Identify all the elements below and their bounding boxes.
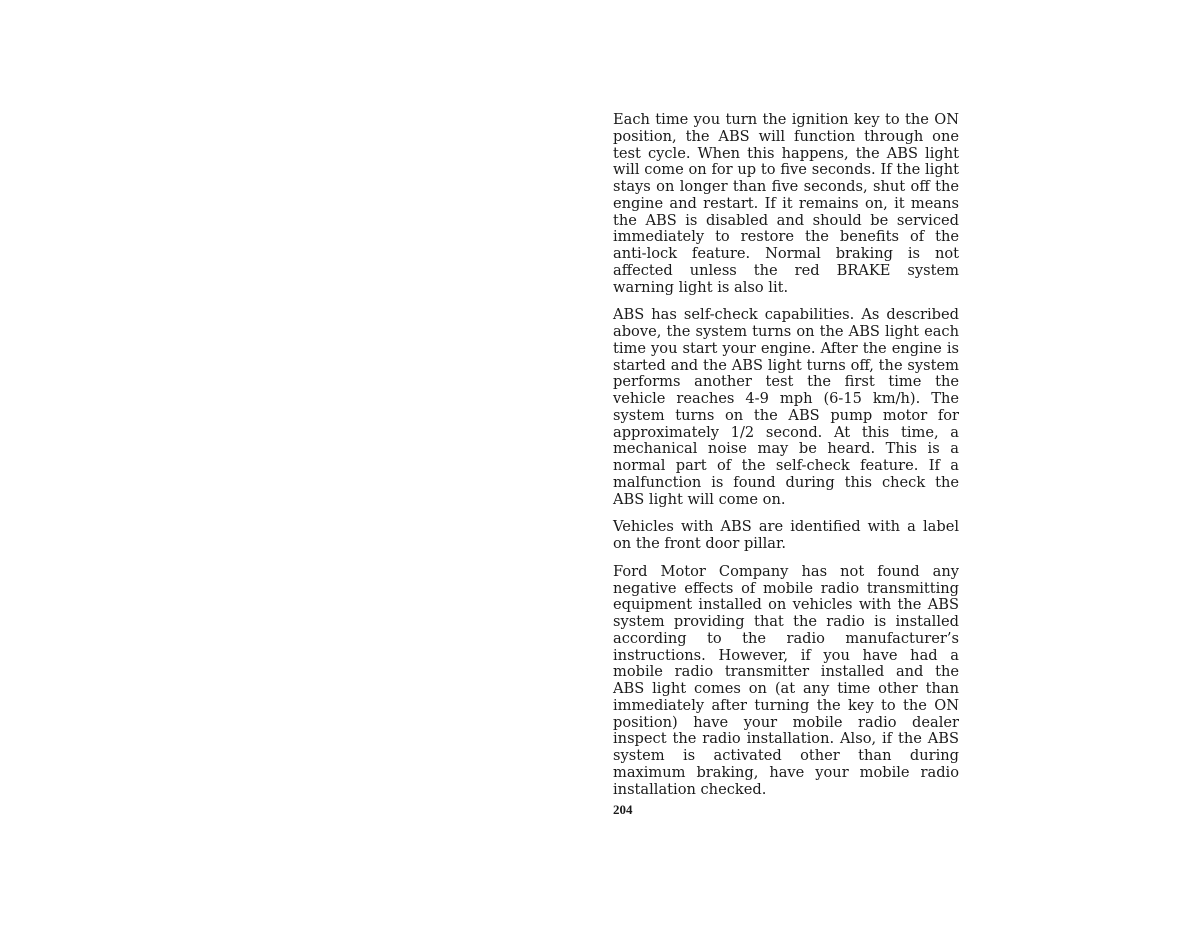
body-text	[613, 112, 959, 809]
paragraph-abs-label: Vehicles with ABS are identified with a label on the front door pillar.	[613, 518, 959, 552]
paragraph-mobile-radio: Ford Motor Company has not found any negative effects of mobile radio transmitting equipment installed on vehicles with the ABS system providing that the radio is installed according to the radio manufacturer’s instructions. However, if you have had a mobile radio transmitter installed and the ABS light comes on (at any time other than immediately after turning the key to the ON position) have your mobile radio dealer inspect the radio installation. Also, if the ABS system is activated other than during maximum braking, have your mobile radio installation checked.	[613, 562, 959, 798]
page-number: 204	[613, 802, 633, 817]
paragraph-ignition-test: Each time you turn the ignition key to the ON position, the ABS will function through one test cycle. When this happens, the ABS light will come on for up to five seconds. If the light stays on longer than five seconds, shut off the engine and restart. If it remains on, it means the ABS is disabled and should be serviced immediately to restore the benefits of the anti-lock feature. Normal braking is not affected unless the red BRAKE system warning light is also lit.	[613, 111, 959, 296]
paragraph-self-check: ABS has self-check capabilities. As described above, the system turns on the ABS light each time you start your engine. After the engine is started and the ABS light turns off, the system performs another test the first time the vehicle reaches 4-9 mph (6-15 km/h). The system turns on the ABS pump motor for approximately 1/2 second. At this time, a mechanical noise may be heard. This is a normal part of the self-check feature. If a malfunction is found during this check the ABS light will come on.	[613, 306, 959, 508]
